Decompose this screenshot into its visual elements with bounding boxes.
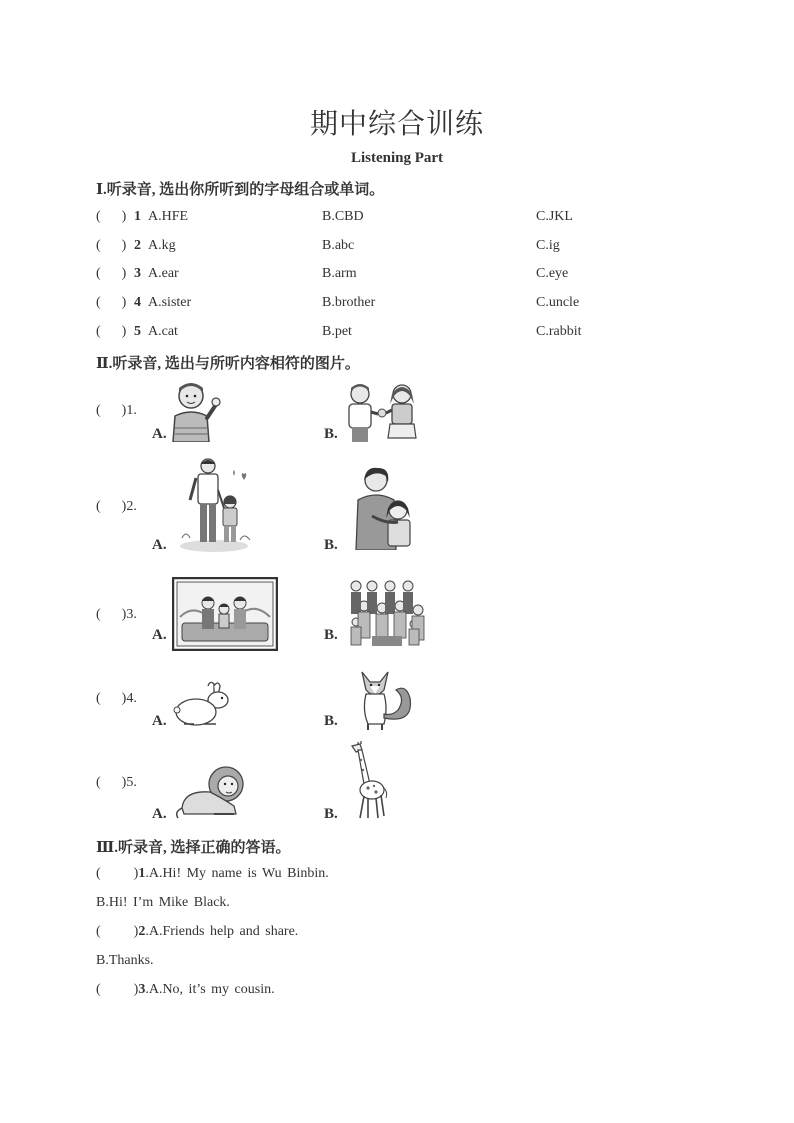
- page-subtitle: Listening Part: [350, 150, 444, 166]
- question-number: 2: [134, 238, 141, 253]
- option-b-label: B.: [324, 537, 338, 553]
- option-c: C.uncle: [536, 295, 580, 310]
- s3-line-4: [96, 953, 154, 969]
- question-number: 4: [134, 295, 141, 310]
- question-number: 5: [126, 775, 134, 790]
- answer-blank[interactable]: ( ): [96, 775, 127, 790]
- answer-blank[interactable]: ( ): [96, 499, 127, 514]
- s1-row-1: [96, 209, 716, 231]
- pic-question-2: ( )2.: [96, 499, 137, 514]
- option-b: B.CBD: [322, 209, 364, 224]
- answer-blank[interactable]: ( ): [96, 295, 127, 310]
- s3-line-2: [96, 895, 230, 911]
- father-and-daughter-picture[interactable]: [178, 456, 256, 554]
- s1-row-3: [96, 266, 716, 288]
- section2-heading: Ⅱ.听录音, 选出与所听内容相符的图片。: [96, 356, 360, 372]
- option-a-label: A.: [152, 806, 167, 822]
- pic-question-4: ( )4.: [96, 691, 137, 706]
- question-number: 1: [138, 866, 146, 881]
- option-text: .A.Friends help and share.: [145, 924, 299, 939]
- option-text: B.Hi! I’m Mike Black.: [96, 895, 230, 910]
- section1-heading: Ⅰ.听录音, 选出你所听到的字母组合或单词。: [96, 182, 385, 198]
- option-a-label: A.: [152, 537, 167, 553]
- option-b-label: B.: [324, 627, 338, 643]
- option-a-label: A.: [152, 426, 167, 442]
- rabbit-picture[interactable]: [172, 680, 234, 728]
- option-b-label: B.: [324, 426, 338, 442]
- option-c: C.rabbit: [536, 324, 582, 339]
- s3-line-3: [96, 924, 298, 940]
- s1-row-4: [96, 295, 716, 317]
- boy-waving-picture[interactable]: [165, 380, 225, 442]
- question-number: 1: [126, 403, 134, 418]
- boy-and-girl-picture[interactable]: [344, 382, 420, 442]
- question-number: 2: [126, 499, 134, 514]
- giraffe-picture[interactable]: [346, 740, 390, 820]
- mother-hugging-girl-picture[interactable]: [352, 466, 418, 550]
- option-text: B.Thanks.: [96, 953, 154, 968]
- option-b-label: B.: [324, 806, 338, 822]
- option-a: A.sister: [148, 295, 192, 310]
- option-c: C.eye: [536, 266, 569, 281]
- answer-blank[interactable]: ( ): [96, 982, 139, 997]
- question-number: 5: [134, 324, 141, 339]
- option-a: A.kg: [148, 238, 176, 253]
- answer-blank[interactable]: ( ): [96, 209, 127, 224]
- option-c: C.ig: [536, 238, 560, 253]
- option-a: A.cat: [148, 324, 178, 339]
- lion-picture[interactable]: [174, 764, 248, 820]
- family-photo-frame-picture[interactable]: [172, 577, 278, 651]
- answer-blank[interactable]: ( ): [96, 866, 139, 881]
- question-number: 3: [138, 982, 146, 997]
- question-number: 2: [138, 924, 146, 939]
- option-text: .A.Hi! My name is Wu Binbin.: [145, 866, 329, 881]
- answer-blank[interactable]: ( ): [96, 924, 139, 939]
- option-b: B.abc: [322, 238, 355, 253]
- option-b: B.pet: [322, 324, 352, 339]
- option-c: C.JKL: [536, 209, 573, 224]
- s3-line-1: [96, 866, 329, 882]
- big-family-picture[interactable]: [346, 578, 428, 652]
- answer-blank[interactable]: ( ): [96, 607, 127, 622]
- option-a: A.ear: [148, 266, 179, 281]
- question-number: 1: [134, 209, 141, 224]
- s1-row-2: [96, 238, 716, 260]
- question-number: 4: [126, 691, 134, 706]
- answer-blank[interactable]: ( ): [96, 691, 127, 706]
- option-a-label: A.: [152, 713, 167, 729]
- s3-line-5: [96, 982, 275, 998]
- option-a: A.HFE: [148, 209, 189, 224]
- option-text: .A.No, it’s my cousin.: [145, 982, 275, 997]
- option-b-label: B.: [324, 713, 338, 729]
- pic-question-5: ( )5.: [96, 775, 137, 790]
- option-a-label: A.: [152, 627, 167, 643]
- option-b: B.arm: [322, 266, 357, 281]
- pic-question-1: ( )1.: [96, 403, 137, 418]
- fox-picture[interactable]: [356, 668, 418, 730]
- answer-blank[interactable]: ( ): [96, 266, 127, 281]
- pic-question-3: ( )3.: [96, 607, 137, 622]
- question-number: 3: [134, 266, 141, 281]
- s1-row-5: [96, 324, 716, 346]
- section3-heading: Ⅲ.听录音, 选择正确的答语。: [96, 840, 291, 856]
- answer-blank[interactable]: ( ): [96, 403, 127, 418]
- question-number: 3: [126, 607, 134, 622]
- answer-blank[interactable]: ( ): [96, 324, 127, 339]
- answer-blank[interactable]: ( ): [96, 238, 127, 253]
- option-b: B.brother: [322, 295, 376, 310]
- page-title: 期中综合训练: [309, 109, 484, 140]
